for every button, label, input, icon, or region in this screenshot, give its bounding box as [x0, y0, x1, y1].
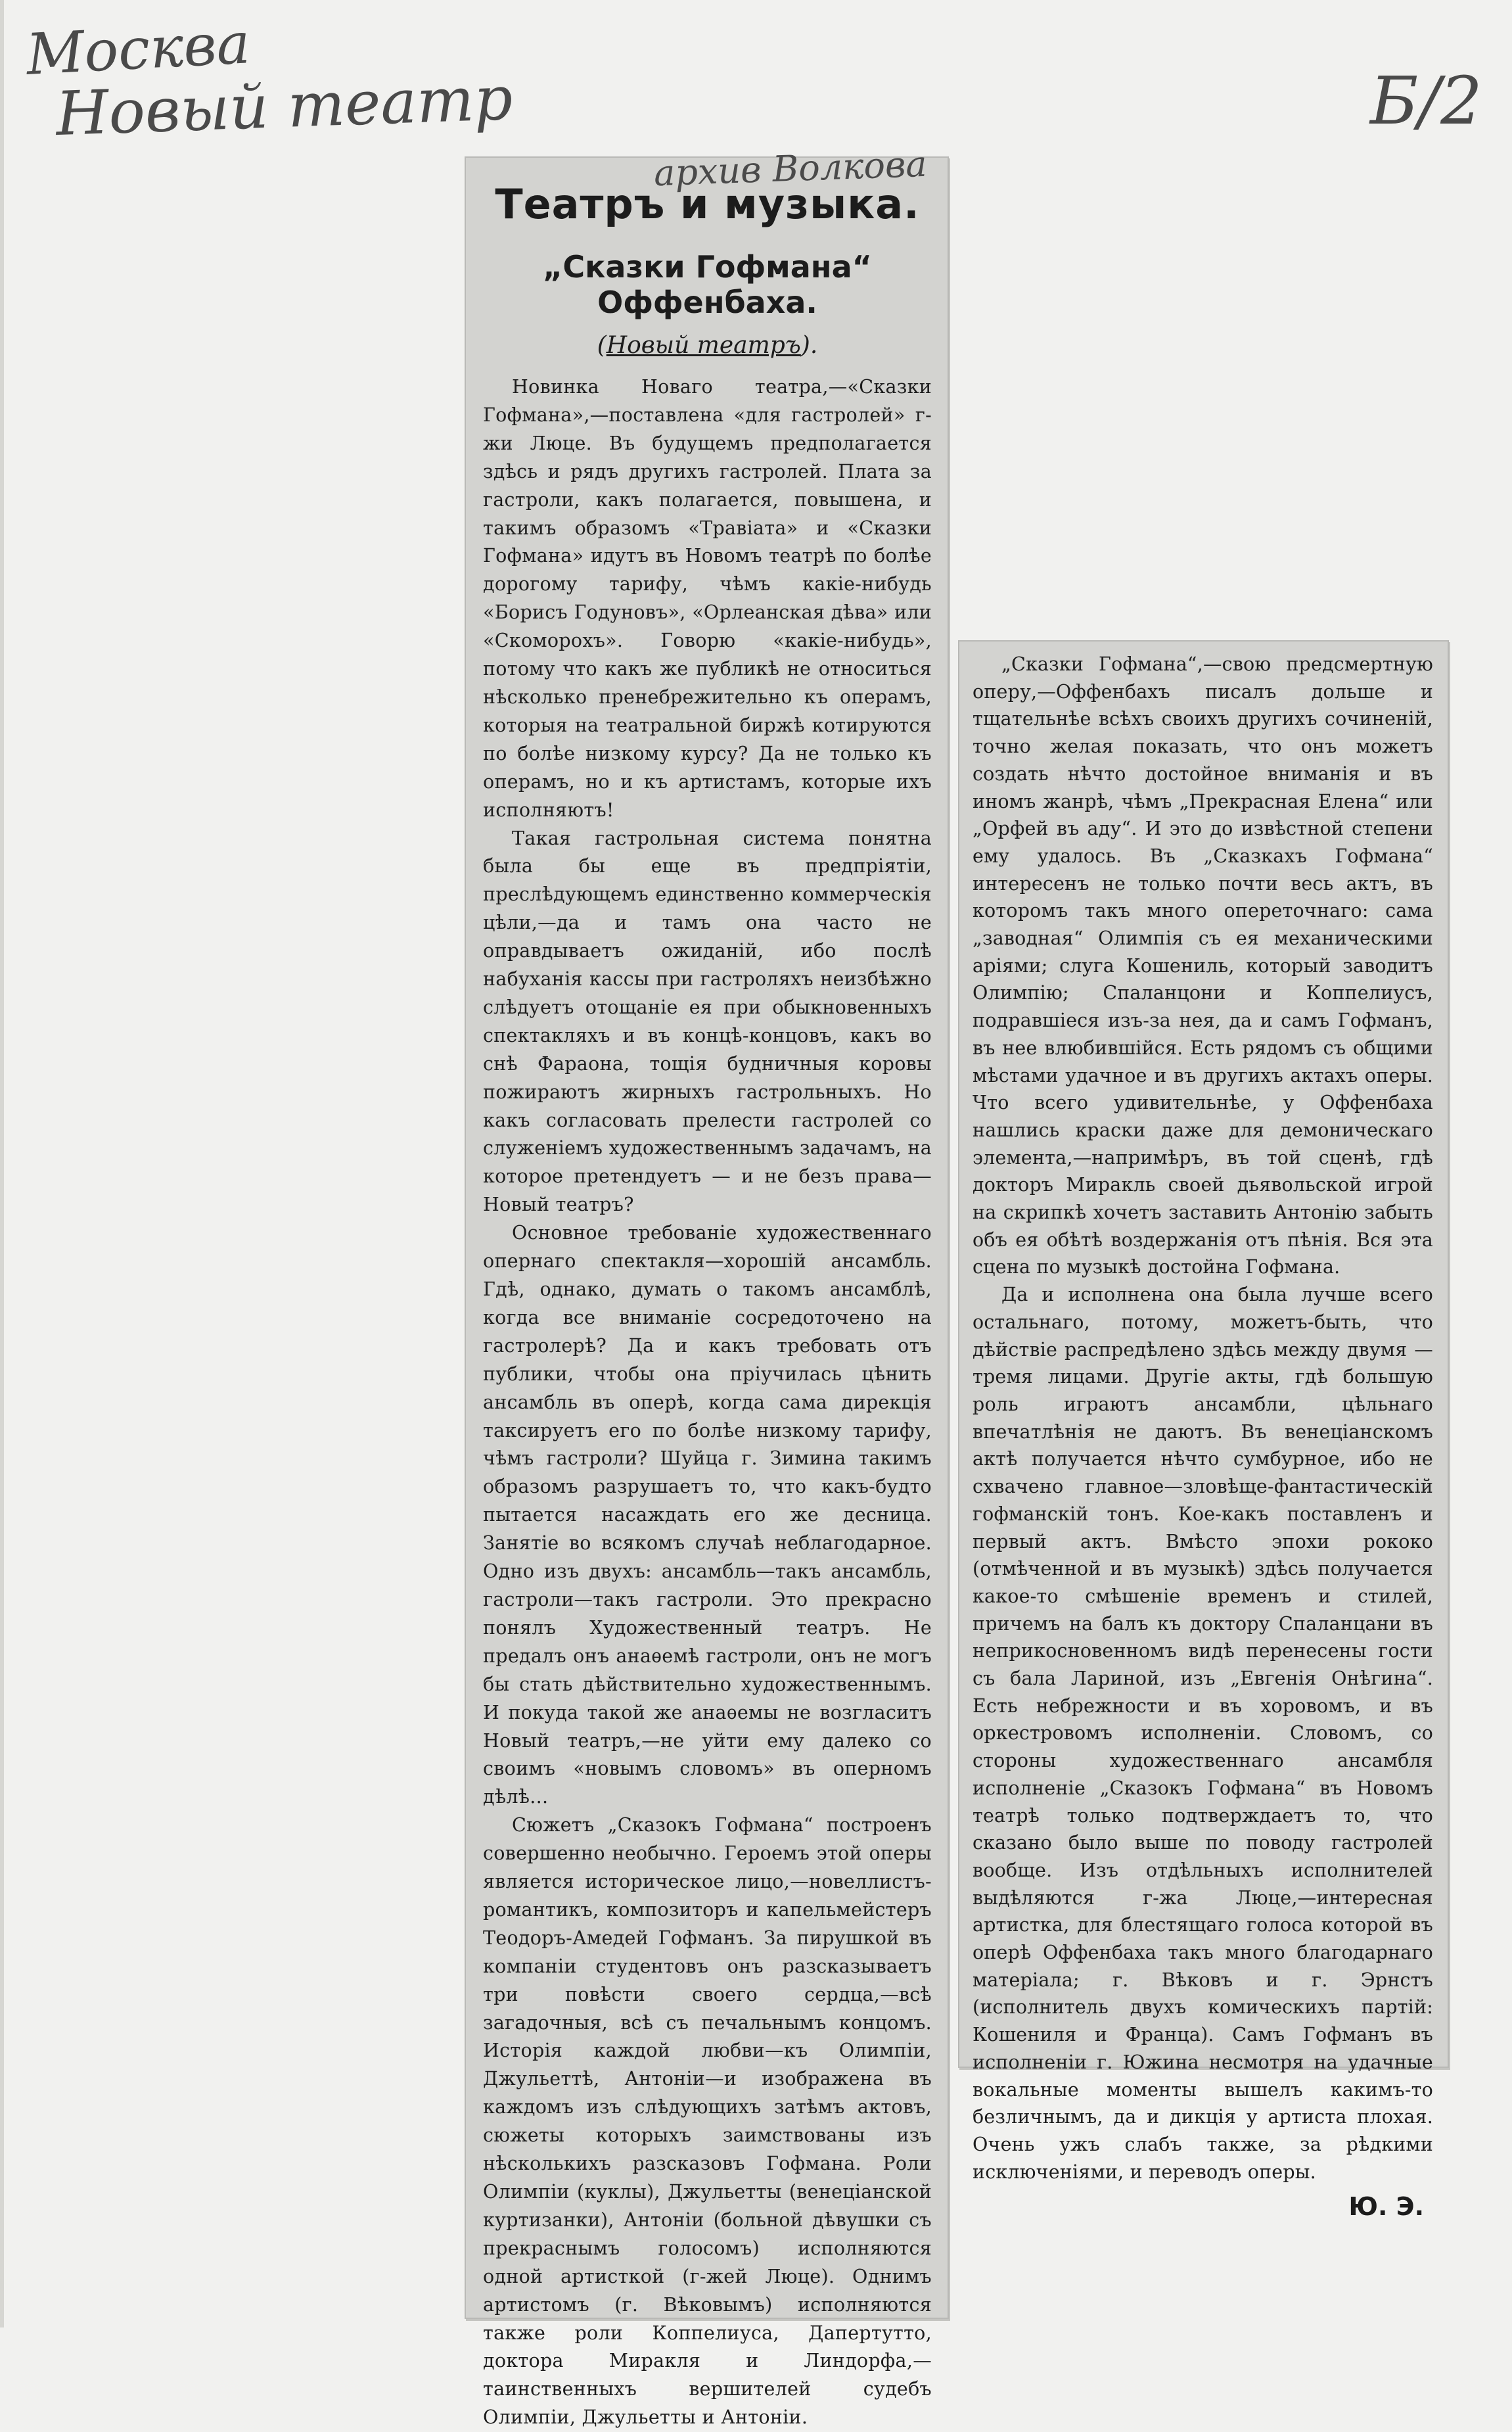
subtitle-close-paren: ). [800, 332, 818, 359]
left-column-text [483, 373, 932, 2432]
right-column-text [973, 651, 1433, 2186]
paragraph: Основное требованіе художественнаго опернаго спектакля—хорошій ансамбль. Гдѣ, однако, думать о такомъ ансамблѣ, когда все вниманіе сосредоточено на гастролерѣ? Да и какъ требовать отъ публики, чтобы она пріучилась цѣнить ансамбль въ оперѣ, когда сама дирекція таксируетъ его по болѣе низкому тарифу, чѣмъ гастроли? Шуйца г. Зимина такимъ образомъ разрушаетъ то, что какъ-будто пытается насаждать его же десница. Занятіе во всякомъ случаѣ неблагодарное. Одно изъ двухъ: ансамбль—такъ ансамбль, гастроли—такъ гастроли. Это прекрасно понялъ Художественный театръ. Не предалъ онъ анаѳемѣ гастроли, онъ не могъ бы стать дѣйствительно художественнымъ. И покуда такой же анаѳемы не возгласитъ Новый театръ,—не уйти ему далеко со своимъ «новымъ словомъ» въ оперномъ дѣлѣ... [483, 1222, 932, 1808]
paragraph: Сюжетъ „Сказокъ Гофмана“ построенъ совершенно необычно. Героемъ этой оперы является историческое лицо,—новеллистъ-романтикъ, композиторъ и капельмейстеръ Теодоръ-Амедей Гофманъ. За пирушкой въ компаніи студентовъ онъ разсказываетъ три повѣсти своего сердца,—всѣ загадочныя, всѣ съ печальнымъ концомъ. Исторія каждой любви—къ Олимпіи, Джульеттѣ, Антоніи—и изображена въ каждомъ изъ слѣдующихъ затѣмъ актовъ, сюжеты которыхъ заимствованы изъ нѣсколькихъ разсказовъ Гофмана. Роли Олимпіи (куклы), Джульетты (венеціанской куртизанки), Антоніи (больной дѣвушки съ прекраснымъ голосомъ) исполняются одной артисткой (г-жей Люце). Однимъ артистомъ (г. Вѣковымъ) исполняются также роли Коппелиуса, Дапертутто, доктора Миракля и Линдорфа,—таинственныхъ вершителей судебъ Олимпіи, Джульетты и Антоніи. [483, 1814, 932, 2429]
handwritten-archive-note: архив Волкова [653, 143, 928, 195]
article-title: „Сказки Гофмана“ Оффенбаха. [543, 249, 872, 320]
newspaper-clipping-right [958, 640, 1449, 2222]
section-title: Театръ и музыка. [495, 180, 920, 228]
subtitle-open-paren: ( [597, 332, 607, 359]
article-subtitle [483, 332, 932, 359]
handwritten-reference-number: Б/2 [1370, 62, 1482, 139]
handwritten-theatre-note: Новый театр [55, 62, 514, 150]
paragraph: Да и исполнена она была лучше всего остальнаго, потому, можетъ-быть, что дѣйствіе распредѣлено здѣсь между двумя — тремя лицами. Другіе акты, гдѣ большую роль играютъ ансамбли, цѣльнаго впечатлѣнія не даютъ. Въ венеціанскомъ актѣ получается нѣчто сумбурное, ибо не схвачено главное—зловѣще-фантастическій гофманскій тонъ. Кое-какъ поставленъ и первый актъ. Вмѣсто эпохи рококо (отмѣченной и въ музыкѣ) здѣсь получается какое-то смѣшеніе временъ и стилей, причемъ на балъ къ доктору Спаланцани въ неприкосновенномъ видѣ перенесены гости съ бала Лариной, изъ „Евгенія Онѣгина“. Есть небрежности и въ хоровомъ, и въ оркестровомъ исполненіи. Словомъ, со стороны художественнаго ансамбля исполненіе „Сказокъ Гофмана“ въ Новомъ театрѣ только подтверждаетъ то, что сказано было выше по поводу гастролей вообще. Изъ отдѣльныхъ исполнителей выдѣляются г-жа Люце,—интересная артистка, для блестящаго голоса которой въ оперѣ Оффенбаха такъ много благодарнаго матеріала; г. Вѣковъ и г. Эрнстъ (исполнитель двухъ комическихъ партій: Кошениля и Франца). Самъ Гофманъ въ исполненіи г. Южина несмотря на удачные вокальные моменты вышелъ какимъ-то безличнымъ, да и дикція у артиста плохая. Очень ужъ слабъ также, за рѣдкими исключеніями, и переводъ оперы. [973, 1284, 1433, 2183]
paragraph: Новинка Новаго театра,—«Сказки Гофмана»,—поставлена «для гастролей» г-жи Люце. Въ будущемъ предполагается здѣсь и рядъ другихъ гастролей. Плата за гастроли, какъ полагается, повышена, и такимъ образомъ «Травіата» и «Сказки Гофмана» идутъ въ Новомъ театрѣ по болѣе дорогому тарифу, чѣмъ какіе-нибудь «Борисъ Годуновъ», «Орлеанская дѣва» или «Скоморохъ». Говорю «какіе-нибудь», потому что какъ же публикѣ не относиться нѣсколько пренебрежительно къ операмъ, которыя на театральной биржѣ котируются по болѣе низкому курсу? Да не только къ операмъ, но и къ артистамъ, которые ихъ исполняютъ! [483, 376, 932, 821]
subtitle-theatre-name: Новый театръ [606, 332, 801, 359]
author-signature: Ю. Э. [1348, 2192, 1424, 2222]
newspaper-clipping-left [465, 156, 949, 2429]
paragraph: „Сказки Гофмана“,—свою предсмертную оперу,—Оффенбахъ писалъ дольше и тщательнѣе всѣхъ своихъ другихъ сочиненій, точно желая показать, что онъ можетъ создать нѣчто достойное вниманія и въ иномъ жанрѣ, чѣмъ „Прекрасная Елена“ или „Орфей въ аду“. И это до извѣстной степени ему удалось. Въ „Сказкахъ Гофмана“ интересенъ не только почти весь актъ, въ которомъ такъ много опереточнаго: сама „заводная“ Олимпія съ ея механическими аріями; слуга Кошениль, который заводитъ Олимпію; Спаланцони и Коппелиусъ, подравшіеся изъ-за нея, да и самъ Гофманъ, въ нее влюбившійся. Есть рядомъ съ общими мѣстами удачное и въ другихъ актахъ оперы. Что всего удивительнѣе, у Оффенбаха нашлись краски даже для демоническаго элемента,—напримѣръ, въ той сценѣ, гдѣ докторъ Миракль своей дьявольской игрой на скрипкѣ хочетъ заставить Антонію забыть объ ея обѣтѣ воздержанія отъ пѣнія. Вся эта сцена по музыкѣ достойна Гофмана. [973, 653, 1433, 1278]
paragraph: Такая гастрольная система понятна была бы еще въ предпріятіи, преслѣдующемъ единственно коммерческія цѣли,—да и тамъ она часто не оправдываетъ ожиданій, ибо послѣ набуханія кассы при гастроляхъ неизбѣжно слѣдуетъ отощаніе ея при обыкновенныхъ спектакляхъ и въ концѣ-концовъ, какъ во снѣ Фараона, тощія будничныя коровы пожираютъ жирныхъ гастрольныхъ. Но какъ согласовать прелести гастролей со служеніемъ художественнымъ задачамъ, на которое претендуетъ — и не безъ права—Новый театръ? [483, 827, 932, 1216]
handwritten-city-note: Москва [24, 11, 252, 88]
